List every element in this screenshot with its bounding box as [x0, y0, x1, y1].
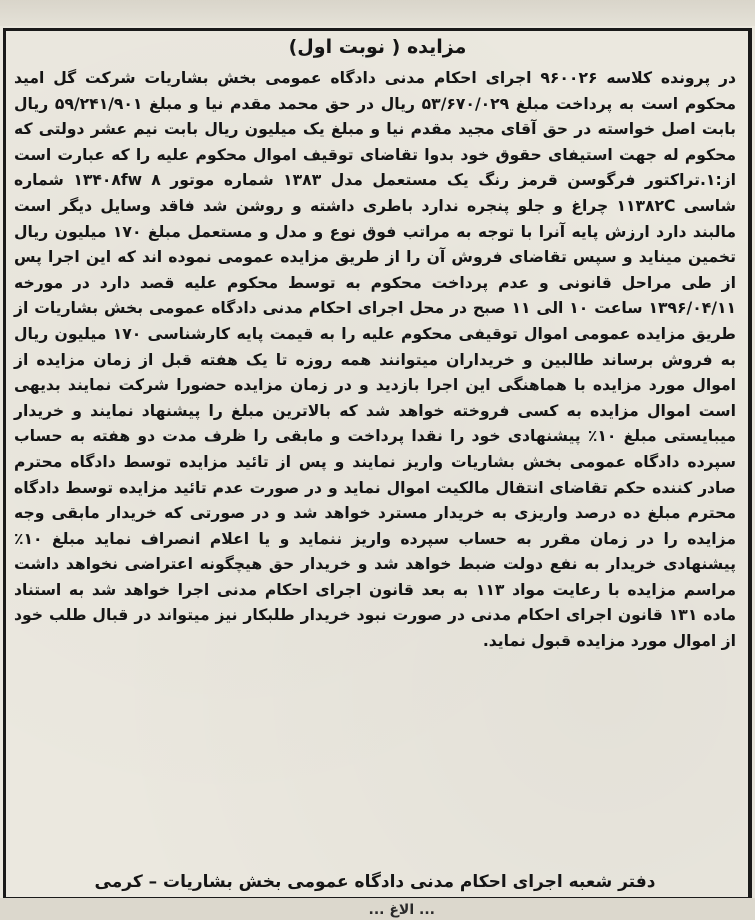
notice-footer-signature: دفتر شعبه اجرای احکام مدنی دادگاه عمومی بخش بشاریات – کرمی [94, 872, 656, 892]
bottom-margin-strip [0, 898, 755, 920]
next-notice-fragment: ... الاغ ... [368, 902, 435, 918]
notice-title: مزایده ( نوبت اول) [288, 36, 467, 58]
notice-body: در پرونده کلاسه ۹۶۰۰۲۶ اجرای احکام مدنی دادگاه عمومی بخش بشاریات شرکت گل امید محکوم است به پرداخت مبلغ ۵۳/۶۷۰/۰۲۹ ریال در حق محمد مقدم نیا و مبلغ ۵۹/۲۴۱/۹۰۱ ریال بابت اصل خواسته در حق آقای مجید مقدم نیا و مبلغ یک میلیون ریال بابت نیم عشر دولتی که محکوم له جهت استیفای حقوق خود بدوا تقاضای توقیف اموال محکوم علیه را که عبارت است از:۱.تراکتور فرگوسن قرمز رنگ یک مستعمل مدل ۱۳۸۳ شماره موتور ۱۳۴۰۸fw ۸ شماره شاسی ۱۱۳۸۲C چراغ و جلو پنجره ندارد باطری داشته و روشن شد فاقد وسایل دیگر است مالبند دارد ارزش پایه آنرا با توجه به مراتب فوق نوع و مدل و مستعمل مبلغ ۱۷۰ میلیون ریال تخمین میناید و سپس تقاضای فروش آن را از طریق مزایده عمومی نموده اند که این اجرا پس از طی مراحل قانونی و عدم پرداخت محکوم به توسط محکوم علیه قصد دارد در مورخه ۱۳۹۶/۰۴/۱۱ ساعت ۱۰ الی ۱۱ صبح در محل اجرای احکام مدنی دادگاه عمومی بخش بشاریات از طریق مزایده عمومی اموال توقیفی محکوم علیه را به قیمت پایه کارشناسی ۱۷۰ میلیون ریال به فروش برساند طالبین و خریداران میتوانند همه روزه تا یک هفته قبل از زمان مزایده از اموال مورد مزایده با هماهنگی این اجرا بازدید و در زمان مزایده حضورا شرکت نمایند بدیهی است اموال مزایده به کسی فروخته خواهد شد که بالاترین مبلغ را پیشنهاد نمایند و خریدار میبایستی مبلغ ۱۰٪ پیشنهادی خود را نقدا پرداخت و مابقی را ظرف مدت دو هفته به حساب سپرده دادگاه عمومی بخش بشاریات واریز نمایند و پس از تائید مزایده توسط دادگاه محترم صادر کننده حکم تقاضای انتقال مالکیت اموال نماید و در صورت عدم تائید مزایده توسط دادگاه محترم مبلغ ده درصد واریزی به خریدار مسترد خواهد شد و در صورتی که خریدار مابقی وجه مزایده را در زمان مقرر به حساب سپرده واریز ننماید و یا اعلام انصراف نماید مبلغ ۱۰٪ پیشنهادی خریدار به نفع دولت ضبط خواهد شد و خریدار حق هیچگونه اعتراضی نخواهد داشت مراسم مزایده با رعایت مواد ۱۱۳ به بعد قانون اجرای احکام مدنی اجرا خواهد شد به استناد ماده ۱۳۱ قانون اجرای احکام مدنی در صورت نبود خریدار طلبکار نیز میتواند در قبال طلب خود از اموال مورد مزایده قبول نماید. [14, 69, 737, 651]
top-margin-strip [0, 0, 755, 26]
